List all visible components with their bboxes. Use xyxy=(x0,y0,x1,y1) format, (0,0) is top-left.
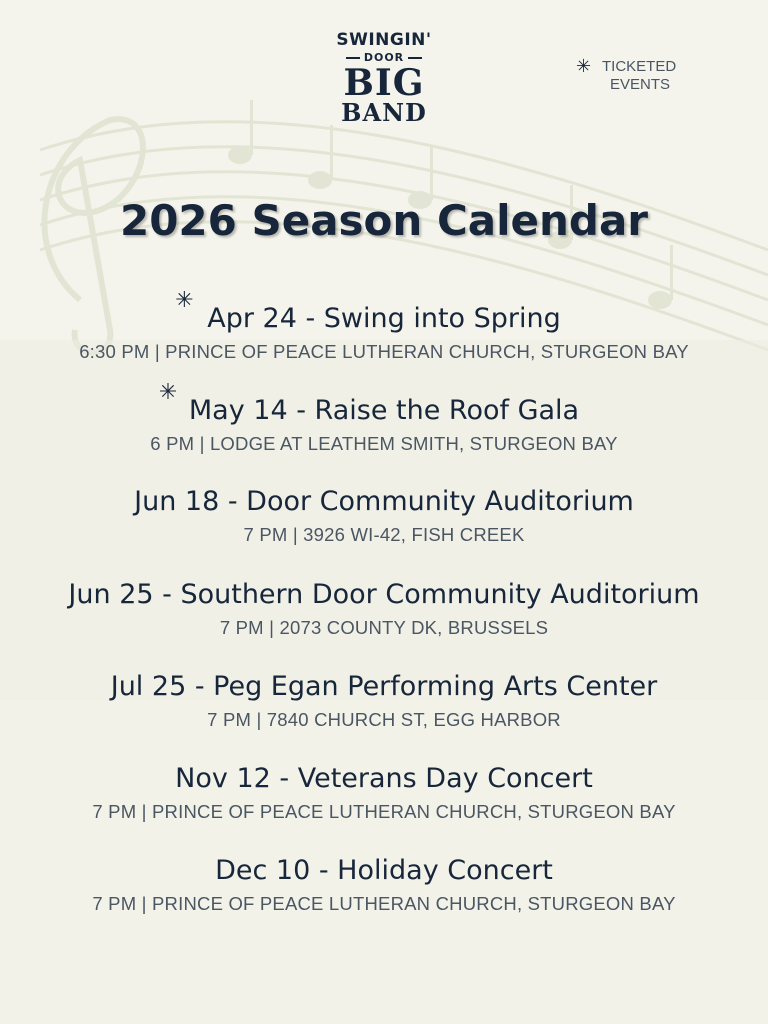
event-name: Jun 25 - Southern Door Community Auditorium xyxy=(68,579,700,610)
logo-door-text: DOOR xyxy=(363,51,405,64)
event-details: 6:30 PM | PRINCE OF PEACE LUTHERAN CHURCH, STURGEON BAY xyxy=(79,341,689,362)
ticketed-star-icon: ✳ xyxy=(158,380,178,405)
ticketed-events-legend xyxy=(576,58,686,94)
event-name-text: Apr 24 - Swing into Spring xyxy=(207,303,561,334)
logo-divider-left xyxy=(346,57,360,59)
event-item xyxy=(0,380,768,456)
event-name: Nov 12 - Veterans Day Concert xyxy=(175,763,593,794)
event-item xyxy=(0,578,768,640)
page-title: 2026 Season Calendar xyxy=(119,196,649,245)
event-name xyxy=(175,288,561,336)
event-name-text: May 14 - Raise the Roof Gala xyxy=(188,395,580,426)
event-item xyxy=(0,762,768,824)
logo-line-big: BIG xyxy=(343,62,425,104)
event-name: Dec 10 - Holiday Concert xyxy=(215,855,553,886)
event-name: Jul 25 - Peg Egan Performing Arts Center xyxy=(110,671,658,702)
event-details: 7 PM | 2073 COUNTY DK, BRUSSELS xyxy=(219,617,549,638)
event-name xyxy=(158,380,580,428)
event-details: 7 PM | 7840 CHURCH ST, EGG HARBOR xyxy=(207,709,561,730)
band-logo xyxy=(334,30,434,126)
logo-line-band: BAND xyxy=(341,98,427,127)
event-item xyxy=(0,670,768,732)
event-item xyxy=(0,854,768,916)
ticketed-star-icon: ✳ xyxy=(576,56,592,76)
event-details: 7 PM | PRINCE OF PEACE LUTHERAN CHURCH, STURGEON BAY xyxy=(92,801,676,822)
event-item xyxy=(0,288,768,364)
legend-line-events: EVENTS xyxy=(610,76,671,93)
legend-line-ticketed: TICKETED xyxy=(602,58,677,75)
event-details: 7 PM | PRINCE OF PEACE LUTHERAN CHURCH, STURGEON BAY xyxy=(92,893,676,914)
logo-line-swingin: SWINGIN' xyxy=(336,30,432,50)
event-name: Jun 18 - Door Community Auditorium xyxy=(134,486,634,517)
ticketed-star-icon: ✳ xyxy=(175,288,194,313)
event-item xyxy=(0,485,768,547)
logo-divider-right xyxy=(408,57,422,59)
event-details: 7 PM | 3926 WI-42, FISH CREEK xyxy=(243,524,525,545)
event-details: 6 PM | LODGE AT LEATHEM SMITH, STURGEON BAY xyxy=(150,433,618,454)
